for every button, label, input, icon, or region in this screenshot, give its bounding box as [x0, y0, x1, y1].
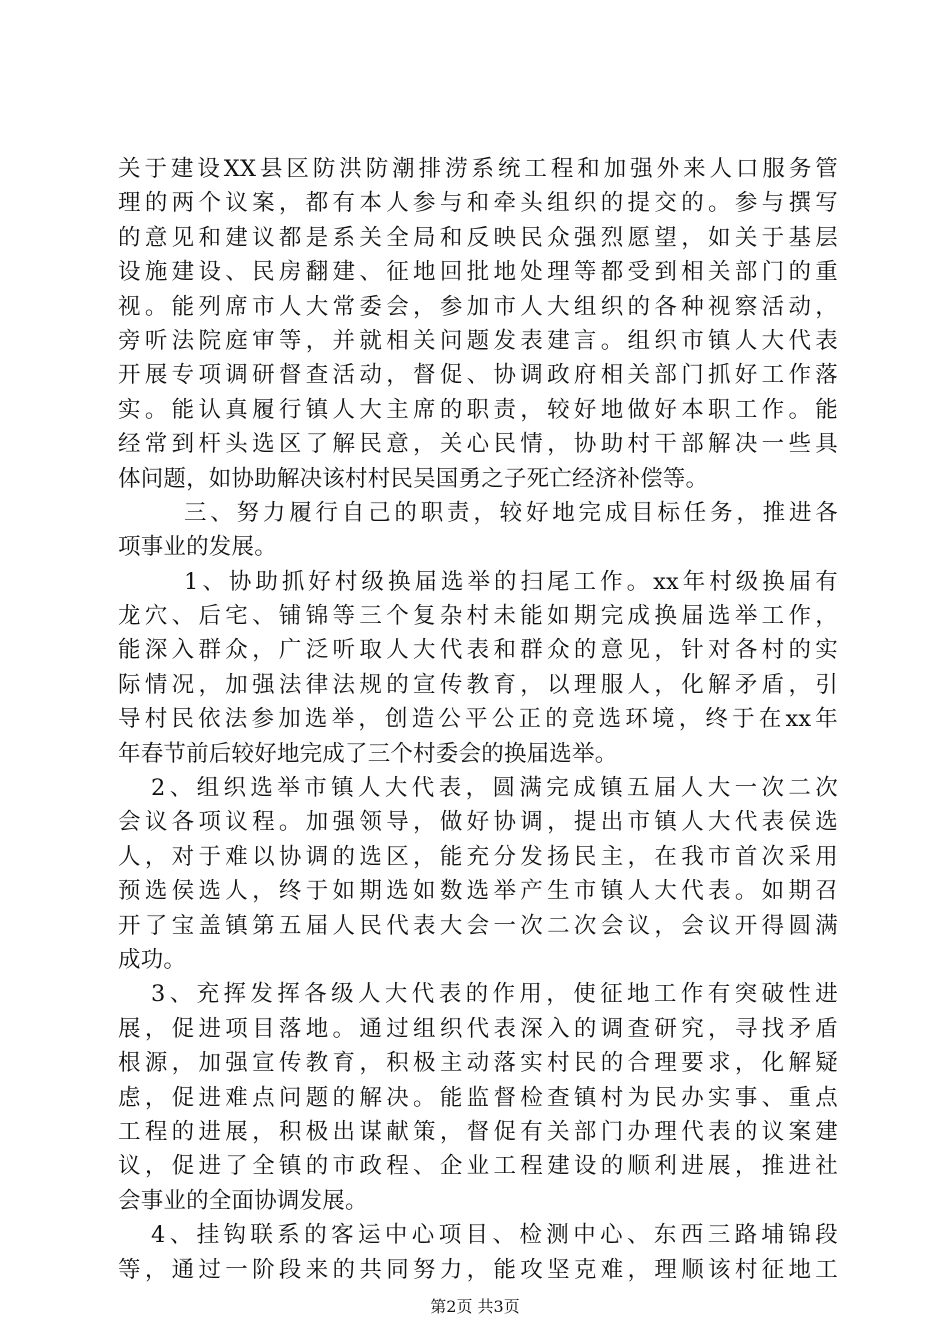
text-line: 开展专项调研督查活动，督促、协调政府相关部门抓好工作落 [118, 362, 838, 389]
text-line: 会议各项议程。加强领导，做好协调，提出市镇人大代表侯选 [118, 809, 838, 836]
text-line: 展，促进项目落地。通过组织代表深入的调查研究，寻找矛盾 [118, 1015, 838, 1042]
text-line: 年春节前后较好地完成了三个村委会的换届选举。 [118, 740, 618, 767]
text-line: 实。能认真履行镇人大主席的职责，较好地做好本职工作。能 [118, 396, 838, 423]
text-line: 视。能列席市人大常委会，参加市人大组织的各种视察活动， [118, 293, 838, 320]
page-number-label: 第2页 共3页 [430, 1297, 520, 1316]
document-body [118, 152, 838, 1287]
text-line: 成功。 [118, 946, 187, 973]
text-line: 能深入群众，广泛听取人大代表和群众的意见，针对各村的实 [118, 637, 838, 664]
page-footer [0, 1297, 950, 1317]
text-line: 议，促进了全镇的市政程、企业工程建设的顺利进展，推进社 [118, 1153, 838, 1180]
text-line: 3、充挥发挥各级人大代表的作用，使征地工作有突破性进 [151, 981, 838, 1008]
text-line: 工程的进展，积极出谋献策，督促有关部门办理代表的议案建 [118, 1118, 838, 1145]
text-line: 导村民依法参加选举，创造公平公正的竞选环境，终于在xx年 [118, 706, 838, 733]
text-line: 理的两个议案，都有本人参与和牵头组织的提交的。参与撰写 [118, 190, 838, 217]
text-line: 2、组织选举市镇人大代表，圆满完成镇五届人大一次二次 [151, 775, 838, 802]
text-line: 开了宝盖镇第五届人民代表大会一次二次会议，会议开得圆满 [118, 912, 838, 939]
section-heading-line: 三、努力履行自己的职责，较好地完成目标任务，推进各 [184, 499, 838, 526]
text-line: 虑，促进难点问题的解决。能监督检查镇村为民办实事、重点 [118, 1084, 838, 1111]
text-line: 设施建设、民房翻建、征地回批地处理等都受到相关部门的重 [118, 259, 838, 286]
section-heading-line: 项事业的发展。 [118, 534, 277, 561]
text-line: 际情况，加强法律法规的宣传教育，以理服人，化解矛盾，引 [118, 671, 838, 698]
text-line: 预选侯选人，终于如期选如数选举产生市镇人大代表。如期召 [118, 878, 838, 905]
text-line: 1、协助抓好村级换届选举的扫尾工作。xx年村级换届有 [184, 568, 838, 595]
text-line: 龙穴、后宅、铺锦等三个复杂村未能如期完成换届选举工作， [118, 603, 838, 630]
text-line: 经常到杆头选区了解民意，关心民情，协助村干部解决一些具 [118, 431, 838, 458]
text-line: 关于建设XX县区防洪防潮排涝系统工程和加强外来人口服务管 [118, 156, 838, 182]
text-line: 的意见和建议都是系关全局和反映民众强烈愿望，如关于基层 [118, 224, 838, 251]
text-line: 根源，加强宣传教育，积极主动落实村民的合理要求，化解疑 [118, 1050, 838, 1077]
text-line: 会事业的全面协调发展。 [118, 1187, 368, 1214]
text-line: 等，通过一阶段来的共同努力，能攻坚克难，理顺该村征地工 [118, 1256, 838, 1283]
text-line: 人，对于难以协调的选区，能充分发扬民主，在我市首次采用 [118, 843, 838, 870]
text-line: 旁听法院庭审等，并就相关问题发表建言。组织市镇人大代表 [118, 327, 838, 354]
text-line: 体问题，如协助解决该村村民吴国勇之子死亡经济补偿等。 [118, 465, 709, 492]
text-line: 4、挂钩联系的客运中心项目、检测中心、东西三路埔锦段 [151, 1222, 838, 1249]
